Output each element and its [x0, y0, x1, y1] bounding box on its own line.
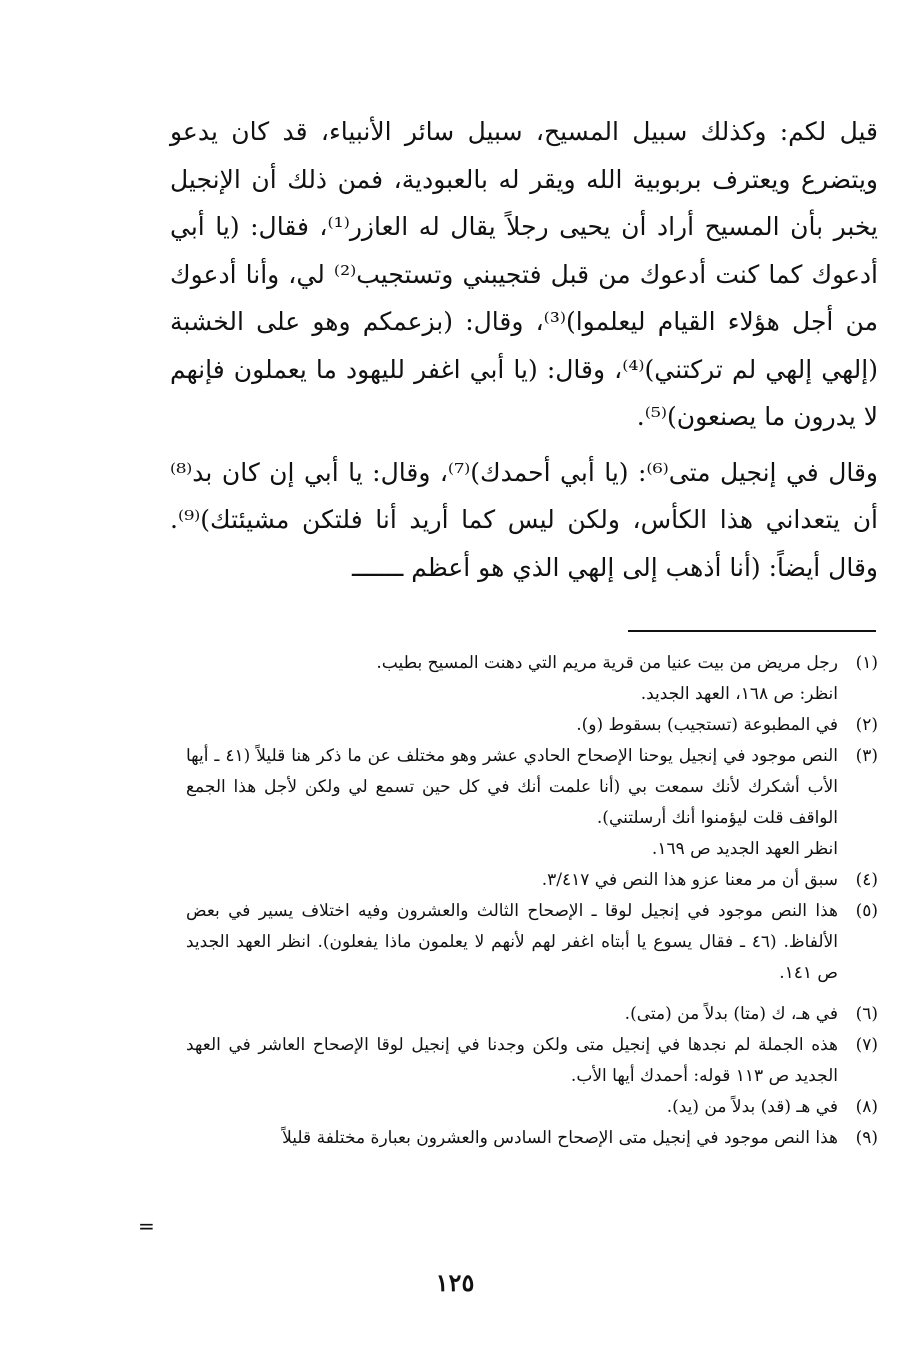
main-text	[170, 108, 878, 591]
footnotes	[186, 648, 878, 1154]
footnote-6	[186, 999, 878, 1030]
footnote-5	[186, 896, 878, 989]
footnote-number: (٢)	[855, 715, 878, 735]
page-number: ١٢٥	[435, 1268, 475, 1297]
footnote-line: انظر العهد الجديد ص ١٦٩.	[651, 839, 838, 859]
footnote-line: سبق أن مر معنا عزو هذا النص في ٣/٤١٧.	[541, 870, 838, 890]
footnote-7	[186, 1030, 878, 1092]
footnote-3	[186, 741, 878, 865]
footnote-line: النص موجود في إنجيل يوحنا الإصحاح الحادي عشر وهو مختلف عن ما ذكر هنا قليلاً (٤١ ـ أيها الأب أشكرك لأنك سمعت بي (أنا علمت أنك في كل حين تسمع لي ولكن لأجل هذا الجمع الواقف قلت ليؤمنوا أنك أرسلتني).	[186, 746, 838, 828]
footnote-4	[186, 865, 878, 896]
footnote-number: (٨)	[855, 1097, 878, 1117]
footnote-line: في هـ (قد) بدلاً من (يد).	[666, 1097, 838, 1117]
footnote-line: هذا النص موجود في إنجيل متى الإصحاح السادس والعشرون بعبارة مختلفة قليلاً	[282, 1128, 838, 1148]
footnote-line: هذه الجملة لم نجدها في إنجيل متى ولكن وجدنا في إنجيل لوقا الإصحاح العاشر في العهد الجديد ص ١١٣ قوله: أحمدك أيها الأب.	[186, 1035, 838, 1086]
footnote-line: رجل مريض من بيت عنيا من قرية مريم التي دهنت المسيح بطيب.	[376, 653, 838, 673]
footnote-number: (٩)	[855, 1128, 878, 1148]
footnote-line: في المطبوعة (تستجيب) بسقوط (و).	[576, 715, 838, 735]
footnote-number: (٧)	[855, 1035, 878, 1055]
footnote-line: هذا النص موجود في إنجيل لوقا ـ الإصحاح الثالث والعشرون وفيه اختلاف يسير في بعض الألفاظ. (٤٦ ـ فقال يسوع يا أبتاه اغفر لهم لأنهم لا يعلمون ماذا يفعلون). انظر العهد الجديد ص ١٤١.	[186, 901, 838, 983]
footnote-number: (١)	[855, 653, 878, 673]
footnote-line: انظر: ص ١٦٨، العهد الجديد.	[640, 684, 838, 704]
paragraph-2: وقال في إنجيل متى⁽⁶⁾: (يا أبي أحمدك)⁽⁷⁾، وقال: يا أبي إن كان بد⁽⁸⁾ أن يتعداني هذا الكأس، ولكن ليس كما أريد أنا فلتكن مشيئتك)⁽⁹⁾. وقال أيضاً: (أنا أذهب إلى إلهي الذي هو أعظم ـــــــ	[170, 457, 878, 582]
footnote-1	[186, 648, 878, 710]
footnote-number: (٥)	[855, 901, 878, 921]
footnote-2	[186, 710, 878, 741]
footnote-number: (٦)	[855, 1004, 878, 1024]
footnote-number: (٣)	[855, 746, 878, 766]
footnote-number: (٤)	[855, 870, 878, 890]
footnote-line: في هـ، ك (متا) بدلاً من (متى).	[624, 1004, 838, 1024]
footnote-9	[186, 1123, 878, 1154]
paragraph-1: قيل لكم: وكذلك سبيل المسيح، سبيل سائر الأنبياء، قد كان يدعو ويتضرع ويعترف بربوبية الله ويقر له بالعبودية، فمن ذلك أن الإنجيل يخبر بأن المسيح أراد أن يحيى رجلاً يقال له العازر⁽¹⁾، فقال: (يا أبي أدعوك كما كنت أدعوك من قبل فتجيبني وتستجيب⁽²⁾ لي، وأنا أدعوك من أجل هؤلاء القيام ليعلموا)⁽³⁾، وقال: (بزعمكم وهو على الخشبة (إلهي إلهي لم تركتني)⁽⁴⁾، وقال: (يا أبي اغفر لليهود ما يعملون فإنهم لا يدرون ما يصنعون)⁽⁵⁾.	[170, 117, 879, 431]
footnote-8	[186, 1092, 878, 1123]
continuation-mark: =	[138, 1214, 155, 1238]
footnote-separator	[628, 630, 876, 632]
